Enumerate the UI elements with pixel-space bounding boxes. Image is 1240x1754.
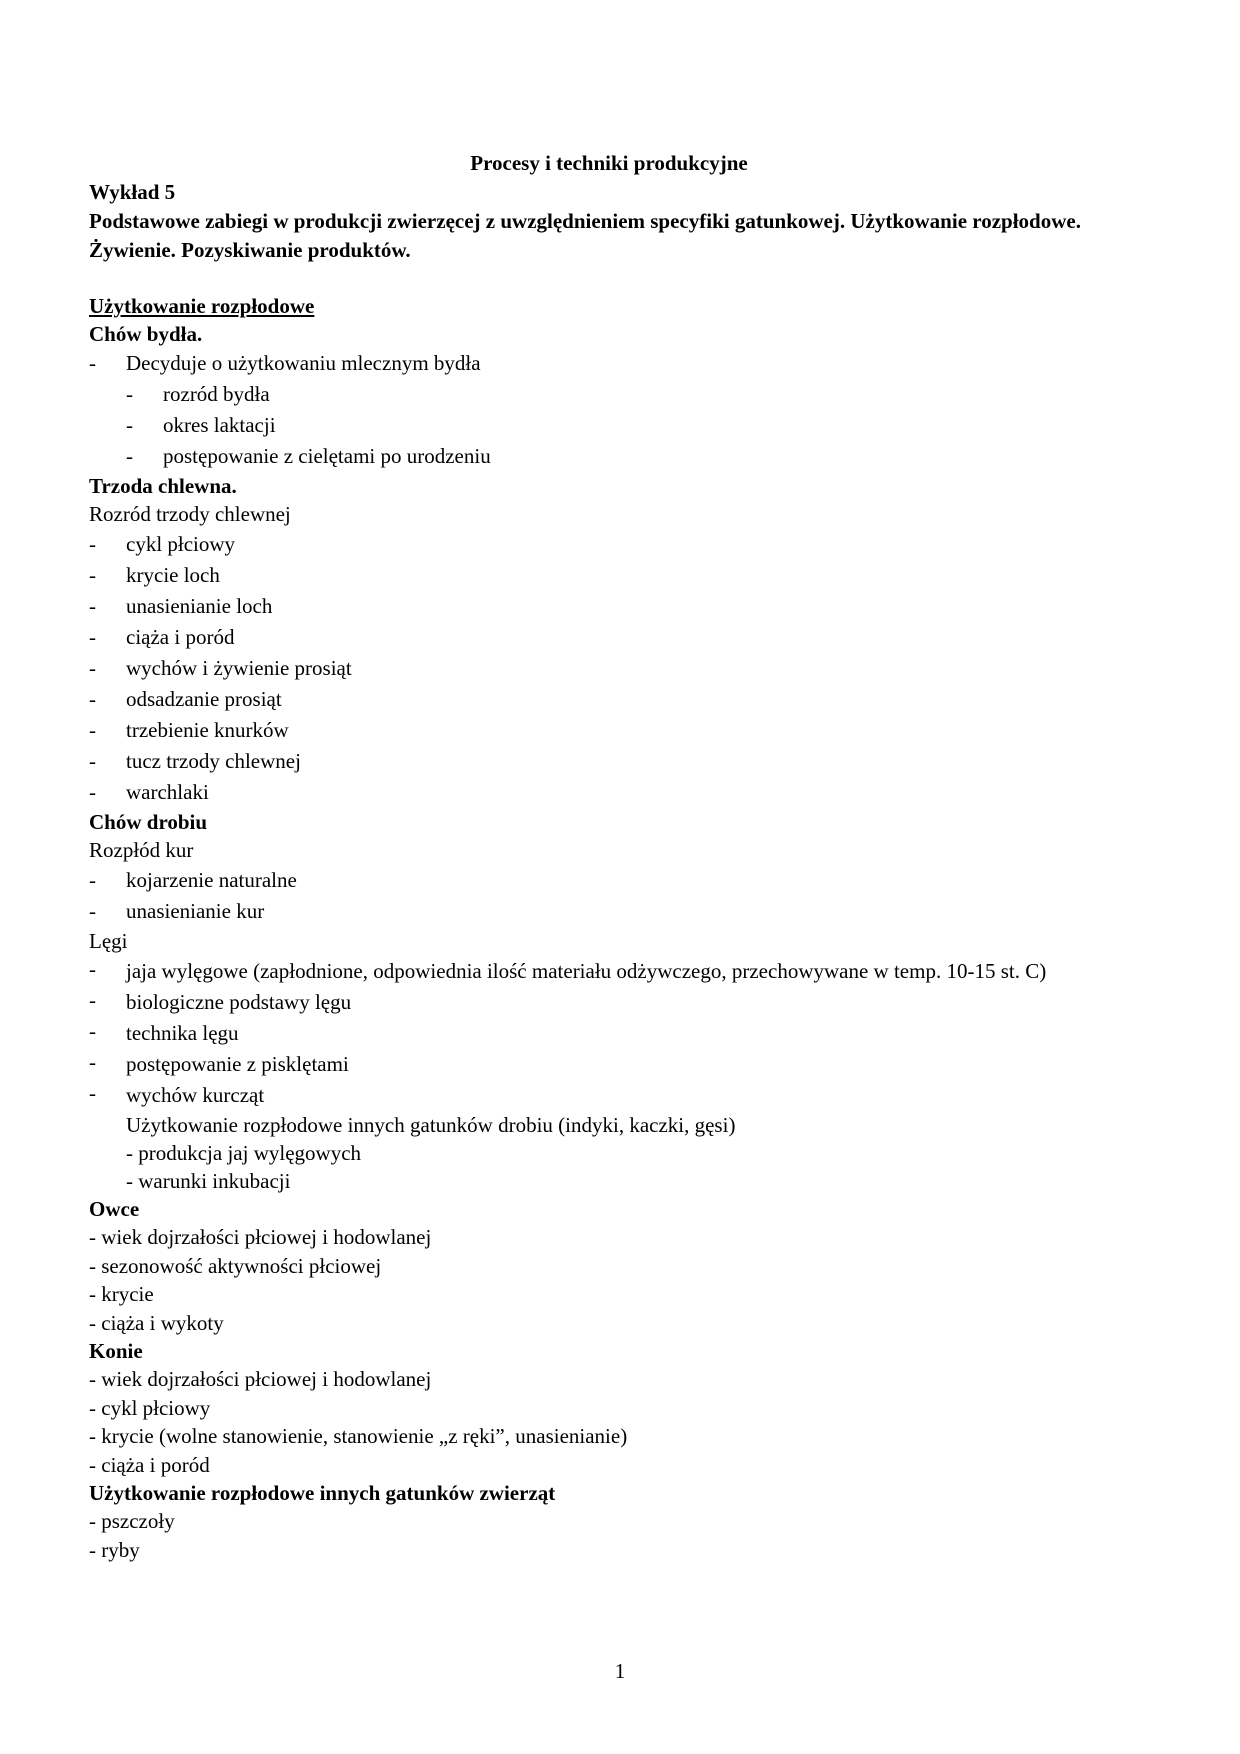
list-item: - cykl płciowy (89, 532, 236, 556)
pigs-heading: Trzoda chlewna. (89, 474, 237, 498)
list-item: - jaja wylęgowe (zapłodnione, odpowiednia ilość materiału odżywczego, przechowywane w temp. 10-15 st. C) (89, 957, 1047, 983)
list-item: - wiek dojrzałości płciowej i hodowlanej (89, 1225, 432, 1249)
poultry-list (89, 865, 1129, 927)
list-item: - pszczoły (89, 1509, 175, 1533)
horses-heading: Konie (89, 1339, 143, 1363)
list-item: - Decyduje o użytkowaniu mlecznym bydła (89, 351, 481, 375)
hatch-list (89, 956, 1129, 1111)
hatch-label: Lęgi (89, 929, 128, 953)
list-item: - postępowanie z pisklętami (89, 1050, 349, 1076)
pigs-list (89, 529, 1129, 808)
list-item: - trzebienie knurków (89, 718, 289, 742)
list-item: - technika lęgu (89, 1019, 239, 1045)
document-title: Procesy i techniki produkcyjne (470, 151, 748, 175)
list-item: - ciąża i wykoty (89, 1310, 224, 1335)
other-species-heading: Użytkowanie rozpłodowe innych gatunków zwierząt (89, 1481, 556, 1505)
list-item: - wychów i żywienie prosiąt (89, 656, 352, 680)
poultry-intro: Rozpłód kur (89, 838, 194, 862)
list-item: - warchlaki (89, 780, 209, 804)
list-item: - ciąża i poród (89, 625, 235, 649)
list-item: - krycie (wolne stanowienie, stanowienie „z ręki”, unasienianie) (89, 1424, 628, 1448)
poultry-heading: Chów drobiu (89, 810, 208, 834)
list-item: - rozród bydła (126, 382, 270, 406)
cattle-heading: Chów bydła. (89, 322, 203, 346)
list-item: - wiek dojrzałości płciowej i hodowlanej (89, 1367, 432, 1391)
list-item: - okres laktacji (126, 413, 276, 437)
list-item: - cykl płciowy (89, 1395, 211, 1420)
list-item: - unasienianie kur (89, 899, 265, 923)
section-heading: Użytkowanie rozpłodowe (89, 294, 315, 318)
pigs-intro: Rozród trzody chlewnej (89, 502, 291, 526)
list-item: - unasienianie loch (89, 594, 273, 618)
document-page (89, 148, 1129, 1564)
list-item: - odsadzanie prosiąt (89, 687, 282, 711)
list-item: - ryby (89, 1537, 140, 1562)
cattle-list (89, 348, 1129, 379)
page-number: 1 (614, 1659, 626, 1683)
other-poultry-item: - produkcja jaj wylęgowych (126, 1141, 362, 1165)
list-item: - biologiczne podstawy lęgu (89, 988, 352, 1014)
cattle-sublist (89, 379, 1129, 472)
list-item: - tucz trzody chlewnej (89, 749, 301, 773)
lecture-number: Wykład 5 (89, 180, 176, 204)
list-item: - postępowanie z cielętami po urodzeniu (126, 444, 491, 468)
sheep-heading: Owce (89, 1197, 140, 1221)
list-item: - kojarzenie naturalne (89, 868, 297, 892)
list-item: - wychów kurcząt (89, 1081, 265, 1107)
other-poultry-text: Użytkowanie rozpłodowe innych gatunków drobiu (indyki, kaczki, gęsi) (126, 1113, 736, 1137)
list-item: - sezonowość aktywności płciowej (89, 1253, 382, 1278)
list-item: - ciąża i poród (89, 1452, 210, 1477)
list-item: - krycie loch (89, 563, 220, 587)
lecture-subtitle: Podstawowe zabiegi w produkcji zwierzęcej z uwzględnieniem specyfiki gatunkowej. Użytkowanie rozpłodowe. Żywienie. Pozyskiwanie produktów. (89, 209, 1081, 262)
list-item: - krycie (89, 1282, 154, 1306)
other-poultry-item: - warunki inkubacji (126, 1169, 291, 1193)
